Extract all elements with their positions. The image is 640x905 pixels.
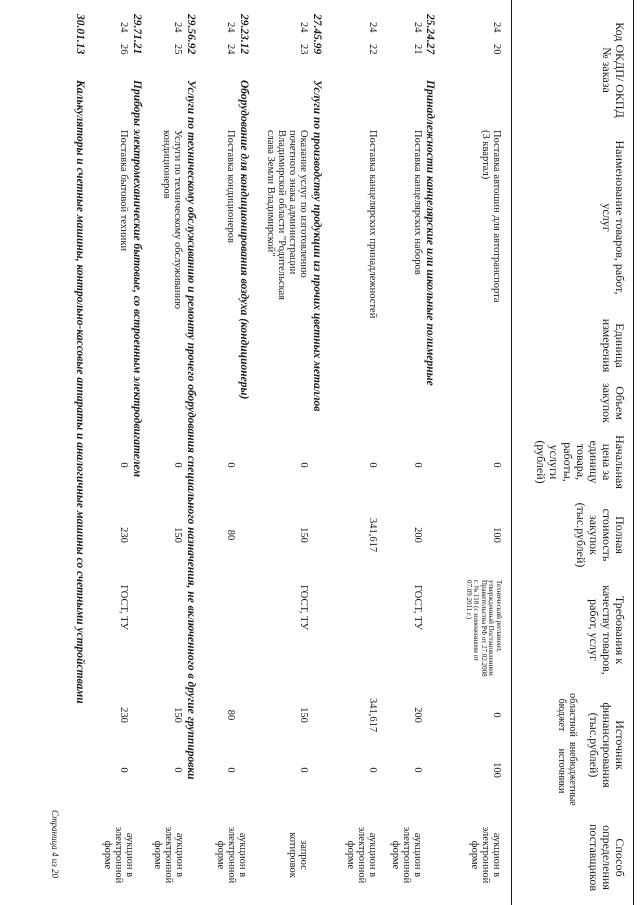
row-24-budget: 80 bbox=[225, 709, 236, 721]
row-21-full: 200 bbox=[412, 527, 423, 543]
group-code-25-24-27: 25.24.27 bbox=[424, 14, 436, 55]
row-22-full: 341,617 bbox=[367, 517, 378, 553]
row-25-extra: 0 bbox=[172, 767, 183, 773]
header-volume: Объем закупок bbox=[600, 383, 627, 423]
group-code-29-23-12: 29.23.12 bbox=[238, 14, 250, 55]
row-20-method: аукцион в электронной форме bbox=[469, 826, 502, 884]
row-26-price: 0 bbox=[118, 462, 129, 468]
row-21-name: Поставка канцелярских наборов bbox=[412, 130, 423, 275]
row-25-method: аукцион в электронной форме bbox=[152, 826, 185, 884]
row-21-method: аукцион в электронной форме bbox=[390, 826, 423, 884]
group-code-27-45-99: 27.45.99 bbox=[311, 14, 323, 55]
row-25-budget: 150 bbox=[172, 707, 183, 723]
row-26-budget: 230 bbox=[118, 707, 129, 723]
row-26-full: 230 bbox=[118, 527, 129, 543]
header-source-budget: областной бюджет bbox=[556, 693, 578, 737]
row-20-okdp: 24 bbox=[491, 22, 502, 33]
row-23-number: 23 bbox=[298, 44, 309, 55]
header-unit: Единица измерения bbox=[600, 318, 627, 373]
row-21-number: 21 bbox=[412, 44, 423, 55]
header-requirements: Требования к качеству товаров, работ, услуг bbox=[587, 585, 627, 675]
group-title-25-24-27: Принадлежности канцелярские или школьные полимерные bbox=[424, 80, 436, 386]
row-24-extra: 0 bbox=[225, 767, 236, 773]
row-21-price: 0 bbox=[412, 462, 423, 468]
row-21-requirements: ГОСТ, ТУ bbox=[412, 585, 423, 630]
row-22-name: Поставка канцелярских принадлежностей bbox=[367, 130, 378, 319]
row-21-extra: 0 bbox=[412, 767, 423, 773]
row-22-budget: 341,617 bbox=[367, 697, 378, 733]
row-20-extra: 100 bbox=[491, 762, 502, 778]
row-24-price: 0 bbox=[225, 462, 236, 468]
header-price: Начальная цена за единицу товара, работы, bbox=[561, 435, 627, 489]
row-22-okdp: 24 bbox=[367, 22, 378, 33]
row-23-okdp: 24 bbox=[298, 22, 309, 33]
row-20-full: 100 bbox=[491, 527, 502, 543]
row-23-budget: 150 bbox=[298, 707, 309, 723]
row-22-price: 0 bbox=[367, 462, 378, 468]
row-24-number: 24 bbox=[225, 44, 236, 55]
row-25-okdp: 24 bbox=[172, 22, 183, 33]
row-20-price: 0 bbox=[491, 462, 502, 468]
group-title-29-56-92: Услуги по техническому обслуживанию и ремонту прочего оборудования специального назначения, не включенного в другие группировки bbox=[185, 80, 197, 780]
row-25-name: Услуги по техническому обслуживанию кондиционеров bbox=[161, 130, 183, 310]
row-26-number: 26 bbox=[118, 44, 129, 55]
row-26-method: аукцион в электронной форме bbox=[102, 826, 135, 884]
header-source: Источник финансирования (тыс.рублей) bbox=[587, 702, 627, 788]
group-title-30-01-13: Калькуляторы и счетные машины, контрольно-кассовые аппараты и аналогичные машины со счетными устройствами bbox=[74, 80, 86, 704]
row-23-extra: 0 bbox=[298, 767, 309, 773]
row-23-price: 0 bbox=[298, 462, 309, 468]
row-23-requirements: ГОСТ, ТУ bbox=[298, 585, 309, 630]
row-20-name: Поставка автошин для автотранспорта (3 квартал) bbox=[480, 130, 502, 303]
row-25-price: 0 bbox=[172, 462, 183, 468]
row-24-name: Поставка кондиционеров bbox=[225, 130, 236, 243]
row-23-name: Оказание услуг по изготовлению почетного знака администрации Владимирской области "Родительская слава Земли Владимирской" bbox=[265, 130, 309, 300]
header-method: Способ определения поставщиков bbox=[587, 824, 627, 891]
row-26-extra: 0 bbox=[118, 767, 129, 773]
group-code-29-56-92: 29.56.92 bbox=[185, 14, 197, 55]
row-21-okdp: 24 bbox=[412, 22, 423, 33]
row-25-number: 25 bbox=[172, 44, 183, 55]
group-code-29-71-21: 29.71.21 bbox=[131, 14, 143, 55]
row-22-method: аукцион в электронной форме bbox=[345, 826, 378, 884]
group-title-29-23-12: Оборудование для кондиционирования воздуха (кондиционеры) bbox=[238, 80, 250, 400]
row-23-method: запрос котировок bbox=[287, 832, 309, 878]
header-source-extra: внебюджетные источники bbox=[556, 742, 578, 806]
row-26-requirements: ГОСТ, ТУ bbox=[118, 585, 129, 630]
group-title-29-71-21: Приборы электромеханические бытовые, со встроенным электродвигателем bbox=[131, 80, 143, 478]
group-code-30-01-13: 30.01.13 bbox=[74, 14, 86, 55]
row-21-budget: 200 bbox=[412, 707, 423, 723]
row-24-full: 80 bbox=[225, 529, 236, 541]
row-23-full: 150 bbox=[298, 527, 309, 543]
row-22-extra: 0 bbox=[367, 767, 378, 773]
row-20-requirements: Технический регламент, утвержденный Постановлением Правительства РФ от 27.02.2008 г. № 118 (с изменениями от 07.09.2011 г.) bbox=[465, 580, 503, 677]
row-24-okdp: 24 bbox=[225, 22, 236, 33]
page-number: Страница 4 из 20 bbox=[50, 810, 60, 878]
header-full-cost: Полная стоимость закупок (тыс.рублей) bbox=[574, 502, 627, 568]
header-name: Наименование товаров, работ, услуг bbox=[600, 140, 627, 295]
header-bottom-rule bbox=[511, 0, 512, 905]
row-20-number: 20 bbox=[491, 44, 502, 55]
row-22-number: 22 bbox=[367, 44, 378, 55]
row-26-name: Поставка бытовой техники bbox=[118, 130, 129, 252]
header-code: Код ОКДП/ ОКПД № заказа bbox=[600, 22, 627, 118]
row-26-okdp: 24 bbox=[118, 22, 129, 33]
header-price-sub: услуги (рублей) bbox=[534, 440, 561, 484]
group-title-27-45-99: Услуги по производству продукции из прочих цветных металлов bbox=[311, 80, 323, 412]
row-24-method: аукцион в электронной форме bbox=[215, 826, 248, 884]
top-rule bbox=[633, 0, 634, 905]
row-20-budget: 0 bbox=[491, 712, 502, 718]
row-25-full: 150 bbox=[172, 527, 183, 543]
